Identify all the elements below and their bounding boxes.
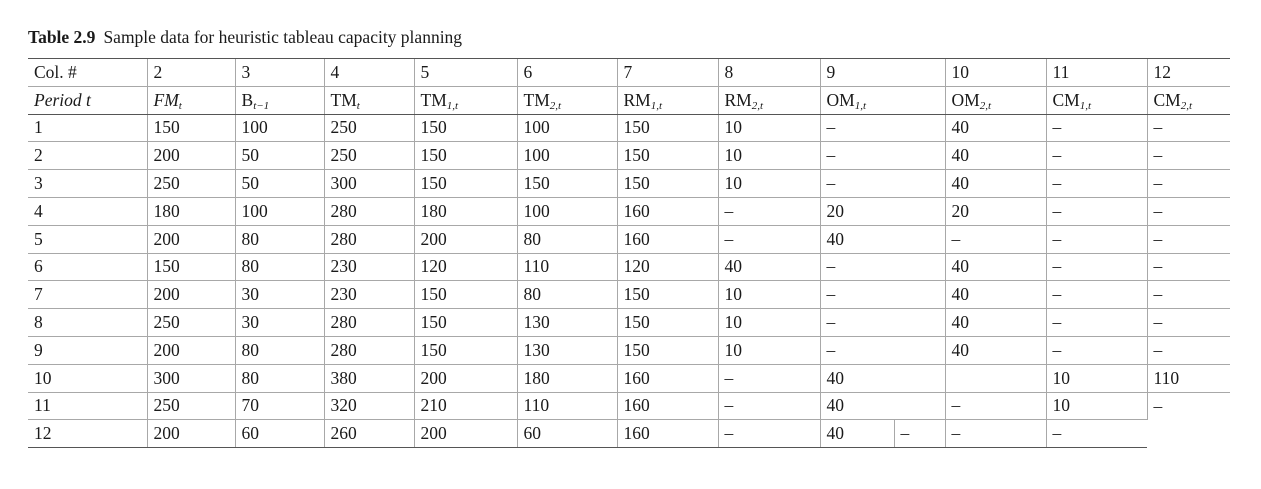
table-cell: 10 [28,364,147,392]
table-cell: 10 [718,114,820,142]
table-cell: 80 [235,225,324,253]
table-cell: 40 [945,309,1046,337]
table-cell: 380 [324,364,414,392]
table-cell: 40 [820,420,894,448]
header-subscript: t [356,99,360,112]
table-row [28,309,1230,337]
table-cell: 130 [517,336,617,364]
table-cell: – [1046,142,1147,170]
table-cell: 80 [235,364,324,392]
table-cell: 150 [617,142,718,170]
table-cell: – [820,253,945,281]
table-cell: 150 [617,336,718,364]
header-cell [945,86,1046,114]
table-cell: 150 [414,336,517,364]
header-symbol: RM [623,89,651,110]
column-number-cell: 11 [1046,59,1147,87]
table-cell: 150 [617,309,718,337]
header-subscript: 2,t [751,99,764,112]
table-cell: 1 [28,114,147,142]
table-cell: – [820,142,945,170]
column-number-cell: 12 [1147,59,1230,87]
table-cell: – [1147,309,1230,337]
table-row [28,114,1230,142]
table-cell: 150 [414,170,517,198]
table-cell: 40 [945,142,1046,170]
header-subscript: t [178,99,182,112]
table-caption [28,27,462,48]
table-cell: 300 [147,364,235,392]
table-cell: 130 [517,309,617,337]
table-cell: 150 [414,114,517,142]
table-cell: 100 [235,114,324,142]
capacity-planning-table [28,58,1230,448]
table-row [28,364,1230,392]
table-cell: – [945,420,1046,448]
column-number-cell: 3 [235,59,324,87]
table-cell: 6 [28,253,147,281]
table-cell: 40 [820,225,945,253]
table-cell: – [1147,281,1230,309]
table-cell: 70 [235,392,324,420]
table-cell: – [820,114,945,142]
table-cell: 150 [147,253,235,281]
header-symbol: TM [420,89,447,110]
table-cell: 80 [235,336,324,364]
table-cell: 2 [28,142,147,170]
header-symbol: TM [330,89,357,110]
table-cell: – [1046,170,1147,198]
table-row [28,142,1230,170]
table-cell: 280 [324,197,414,225]
table-body [28,59,1230,448]
table-cell: 80 [235,253,324,281]
header-symbol: CM [1153,89,1181,110]
header-symbol: OM [951,89,980,110]
table-cell: 12 [28,420,147,448]
column-number-cell: 7 [617,59,718,87]
table-cell: 100 [517,142,617,170]
table-row [28,281,1230,309]
table-cell: 180 [414,197,517,225]
table-row [28,170,1230,198]
table-cell: 10 [718,281,820,309]
table-cell: 200 [414,364,517,392]
table-cell: 40 [820,392,945,420]
column-number-cell: 2 [147,59,235,87]
table-cell: 200 [147,225,235,253]
table-cell: 200 [147,420,235,448]
column-number-cell: 6 [517,59,617,87]
table-cell: 60 [517,420,617,448]
table-cell: 60 [235,420,324,448]
table-cell: 180 [517,364,617,392]
column-number-cell: 5 [414,59,517,87]
table-cell: 120 [617,253,718,281]
header-cell [414,86,517,114]
table-cell: 110 [517,392,617,420]
table-cell: 200 [147,142,235,170]
table-cell: 250 [147,392,235,420]
header-symbol: CM [1052,89,1080,110]
table-cell: 320 [324,392,414,420]
table-cell: 150 [517,170,617,198]
table-cell: 40 [820,364,945,392]
table-cell: 280 [324,309,414,337]
table-cell: 250 [147,309,235,337]
table-cell: 160 [617,225,718,253]
table-cell: – [1147,336,1230,364]
header-cell [718,86,820,114]
header-subscript: 1,t [854,99,867,112]
table-cell: – [1046,253,1147,281]
table-cell: 250 [324,142,414,170]
table-cell: 40 [945,114,1046,142]
table-cell: – [718,225,820,253]
table-cell: 210 [414,392,517,420]
table-cell: 40 [945,253,1046,281]
table-cell [945,364,1046,392]
table-cell: – [820,336,945,364]
header-row [28,86,1230,114]
header-subscript: 2,t [549,99,562,112]
table-cell: – [1046,197,1147,225]
header-subscript: 1,t [1079,99,1092,112]
header-symbol: RM [724,89,752,110]
table-cell: – [820,170,945,198]
table-cell: 10 [718,170,820,198]
table-cell: 8 [28,309,147,337]
column-number-row [28,59,1230,87]
table-cell: 20 [820,197,945,225]
table-cell: 4 [28,197,147,225]
table-cell: – [1046,114,1147,142]
table-cell: 200 [147,281,235,309]
header-symbol: FM [153,89,179,110]
table-cell: 150 [147,114,235,142]
table-cell: 40 [945,336,1046,364]
table-cell: 250 [324,114,414,142]
table-cell: 7 [28,281,147,309]
table-row [28,392,1230,420]
header-subscript: 2,t [979,99,992,112]
table-cell: 150 [617,281,718,309]
table-cell: 110 [517,253,617,281]
table-row [28,225,1230,253]
column-number-cell: 10 [945,59,1046,87]
table-cell: 30 [235,281,324,309]
header-subscript: 1,t [650,99,663,112]
table-cell: 30 [235,309,324,337]
column-number-cell: Col. # [28,59,147,87]
table-cell: 80 [517,281,617,309]
table-cell: 150 [414,142,517,170]
table-cell: 160 [617,420,718,448]
table-cell: 150 [617,114,718,142]
header-symbol: B [241,89,254,110]
table-cell: – [718,197,820,225]
header-cell [235,86,324,114]
header-cell [820,86,945,114]
table-cell: 50 [235,170,324,198]
table-cell: 100 [517,197,617,225]
table-cell: 40 [945,170,1046,198]
table-cell: 11 [28,392,147,420]
table-row [28,420,1230,448]
table-cell: 260 [324,420,414,448]
header-subscript: t−1 [253,99,270,112]
table-cell: – [820,281,945,309]
table-cell: – [718,364,820,392]
table-cell: 230 [324,253,414,281]
header-cell [517,86,617,114]
table-cell: – [820,309,945,337]
table-cell: – [1147,197,1230,225]
table-cell: 10 [1046,364,1147,392]
table-cell: – [1046,336,1147,364]
table-cell: – [1046,309,1147,337]
table-cell: 300 [324,170,414,198]
column-number-cell: 4 [324,59,414,87]
table-cell: – [1147,392,1230,420]
table-cell: 3 [28,170,147,198]
header-cell [147,86,235,114]
table-cell: – [1046,420,1147,448]
table-cell: – [718,420,820,448]
table-row [28,253,1230,281]
table-cell: 5 [28,225,147,253]
table-cell: – [1147,225,1230,253]
table-cell: – [1046,225,1147,253]
header-symbol: OM [826,89,855,110]
table-cell: – [1147,114,1230,142]
table-cell: 160 [617,197,718,225]
header-cell [1046,86,1147,114]
table-number: Table 2.9 [28,27,96,47]
table-title: Sample data for heuristic tableau capacity planning [103,27,463,47]
table-cell: 100 [517,114,617,142]
table-cell: 50 [235,142,324,170]
table-cell: 150 [617,170,718,198]
table-cell: 10 [718,142,820,170]
table-cell: 100 [235,197,324,225]
table-cell: 200 [414,225,517,253]
header-symbol: TM [523,89,550,110]
table-cell: – [945,225,1046,253]
header-cell [324,86,414,114]
header-cell [617,86,718,114]
column-number-cell: 9 [820,59,945,87]
table-cell: – [894,420,945,448]
table-cell: 10 [718,309,820,337]
table-cell: 230 [324,281,414,309]
table-cell: 40 [718,253,820,281]
table-cell: – [1147,170,1230,198]
header-cell [1147,86,1230,114]
table-cell: 10 [718,336,820,364]
table-cell: 280 [324,336,414,364]
table-cell: 110 [1147,364,1230,392]
table-cell: 10 [1046,392,1147,420]
table-cell: 80 [517,225,617,253]
header-subscript: 2,t [1180,99,1193,112]
table-cell: 280 [324,225,414,253]
table-cell: 9 [28,336,147,364]
table-cell: 160 [617,364,718,392]
table-cell: 180 [147,197,235,225]
table-cell: 120 [414,253,517,281]
table-row [28,197,1230,225]
table-cell: 250 [147,170,235,198]
table-cell: – [945,392,1046,420]
column-number-cell: 8 [718,59,820,87]
table-cell: 160 [617,392,718,420]
table-cell: – [1147,142,1230,170]
table-cell: 200 [414,420,517,448]
table-cell: 150 [414,281,517,309]
table-cell: 20 [945,197,1046,225]
table-cell: – [1046,281,1147,309]
table-cell: – [718,392,820,420]
header-subscript: 1,t [446,99,459,112]
header-symbol: Period t [34,89,91,110]
header-cell [28,86,147,114]
table-cell: 200 [147,336,235,364]
table-row [28,336,1230,364]
table-cell: 40 [945,281,1046,309]
table-cell: – [1147,253,1230,281]
table-cell: 150 [414,309,517,337]
